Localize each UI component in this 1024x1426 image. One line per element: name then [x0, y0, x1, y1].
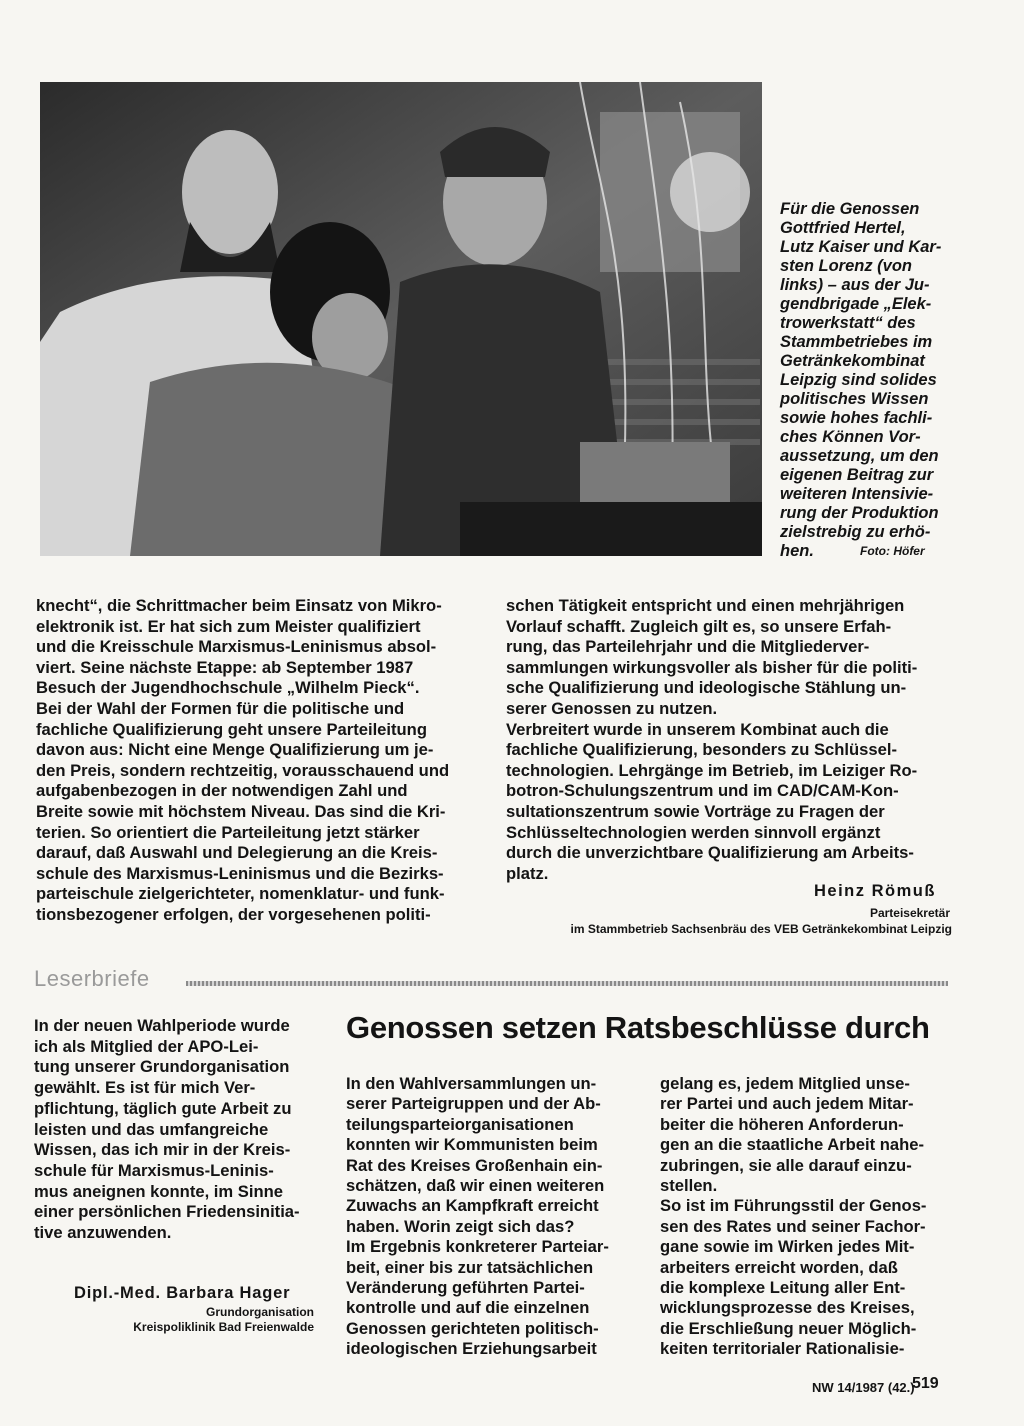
- feature-column-2: gelang es, jedem Mitglied unse- rer Partei und auch jedem Mitar- beiter die höheren Anforderun- gen an die staatliche Arbeit nahe- zubringen, sie alle darauf einzu- stellen. So ist im Führungsstil der Genos- sen des Rates und seiner Fachor- gane sowie im Wirken jedes Mit- arbeiters erreicht worden, daß die komplexe Leitung aller Ent- wicklungsprozesse des Kreises, die Erschließung neuer Möglich- keiten territorialer Rationalisie-: [660, 1074, 927, 1359]
- letter-author-org: Grundorganisation: [206, 1305, 314, 1319]
- letter-author-affiliation: Kreispoliklinik Bad Freienwalde: [133, 1320, 314, 1334]
- article-column-right: schen Tätigkeit entspricht und einen mehrjährigen Vorlauf schafft. Zugleich gilt es, so unsere Erfah- rung, das Parteilehrjahr und die Mitgliederver- sammlungen wirkungsvoller als bisher für die politi- sche Qualifizierung und ideologische Stählung un- serer Genossen zu nutzen. Verbreitert wurde in unserem Kombinat auch die fachliche Qualifizierung, besonders zu Schlüssel- technologien. Lehrgänge im Betrieb, im Leiziger Ro- botron-Schulungszentrum und im CAD/CAM-Kon- sultationszentrum sowie Vorträge zu Fragen der Schlüsseltechnologien werden sinnvoll ergänzt durch die unverzichtbare Qualifizierung am Arbeits- platz.: [506, 596, 918, 883]
- section-label: Leserbriefe: [34, 966, 150, 991]
- article-author: Heinz Römuß: [814, 882, 936, 900]
- feature-headline: Genossen setzen Ratsbeschlüsse durch: [346, 1010, 930, 1045]
- letter-author: Dipl.-Med. Barbara Hager: [74, 1284, 291, 1302]
- article-author-role: Parteisekretär: [869, 906, 950, 920]
- feature-column-1: In den Wahlversammlungen un- serer Parteigruppen und der Ab- teilungsparteiorganisationen konnten wir Kommunisten beim Rat des Kreises Großenhain ein- schätzen, daß wir einen weiteren Zuwachs an Kampfkraft erreicht haben. Worin zeigt sich das? Im Ergebnis konkreterer Parteiar- beit, einer bis zur tatsächlichen Veränderung geführten Partei- kontrolle und auf die einzelnen Genossen gerichteten politisch- ideologischen Erziehungsarbeit: [346, 1074, 609, 1359]
- photo-caption: Für die Genossen Gottfried Hertel, Lutz Kaiser und Kar- sten Lorenz (von links) – aus der Ju- gendbrigade „Elek- trowerkstatt“ des Stammbetriebes im Getränkekombinat Leipzig sind solides politisches Wissen sowie hohes fachli- ches Können Vor- aussetzung, um den eigenen Beitrag zur weiteren Intensivie- rung der Produktion zielstrebig zu erhö- hen.: [780, 200, 942, 560]
- page-number: 519: [912, 1375, 939, 1392]
- section-rule: [186, 981, 948, 986]
- letter-text: In der neuen Wahlperiode wurde ich als Mitglied der APO-Lei- tung unserer Grundorganisation gewählt. Es ist für mich Ver- pflichtung, täglich gute Arbeit zu leisten und das umfangreiche Wissen, das ich mir in der Kreis- schule für Marxismus-Leninis- mus aneignen konnte, im Sinne einer persönlichen Friedensinitia- tive anzuwenden.: [34, 1016, 300, 1243]
- photo: [40, 82, 762, 556]
- article-author-affiliation: im Stammbetrieb Sachsenbräu des VEB Getränkekombinat Leipzig: [570, 922, 952, 936]
- article-column-left: knecht“, die Schrittmacher beim Einsatz von Mikro- elektronik ist. Er hat sich zum Meister qualifiziert und die Kreisschule Marxismus-Leninismus absol- viert. Seine nächste Etappe: ab September 1987 Besuch der Jugendhochschule „Wilhelm Pieck“. Bei der Wahl der Formen für die politische und fachliche Qualifizierung geht unsere Parteileitung davon aus: Nicht eine Menge Qualifizierung um je- den Preis, sondern rechtzeitig, vorausschauend und aufgabenbezogen in der notwendigen Zahl und Breite sowie mit höchstem Niveau. Das sind die Kri- terien. So orientiert die Parteileitung jetzt stärker darauf, daß Auswahl und Delegierung an die Kreis- schule des Marxismus-Leninismus und die Bezirks- parteischule zielgerichteter, nomenklatur- und funk- tionsbezogener erfolgen, der vorgesehenen politi-: [36, 596, 450, 924]
- photo-illustration: [40, 82, 762, 556]
- issue-label: NW 14/1987 (42.): [812, 1380, 915, 1395]
- photo-credit: Foto: Höfer: [860, 544, 925, 558]
